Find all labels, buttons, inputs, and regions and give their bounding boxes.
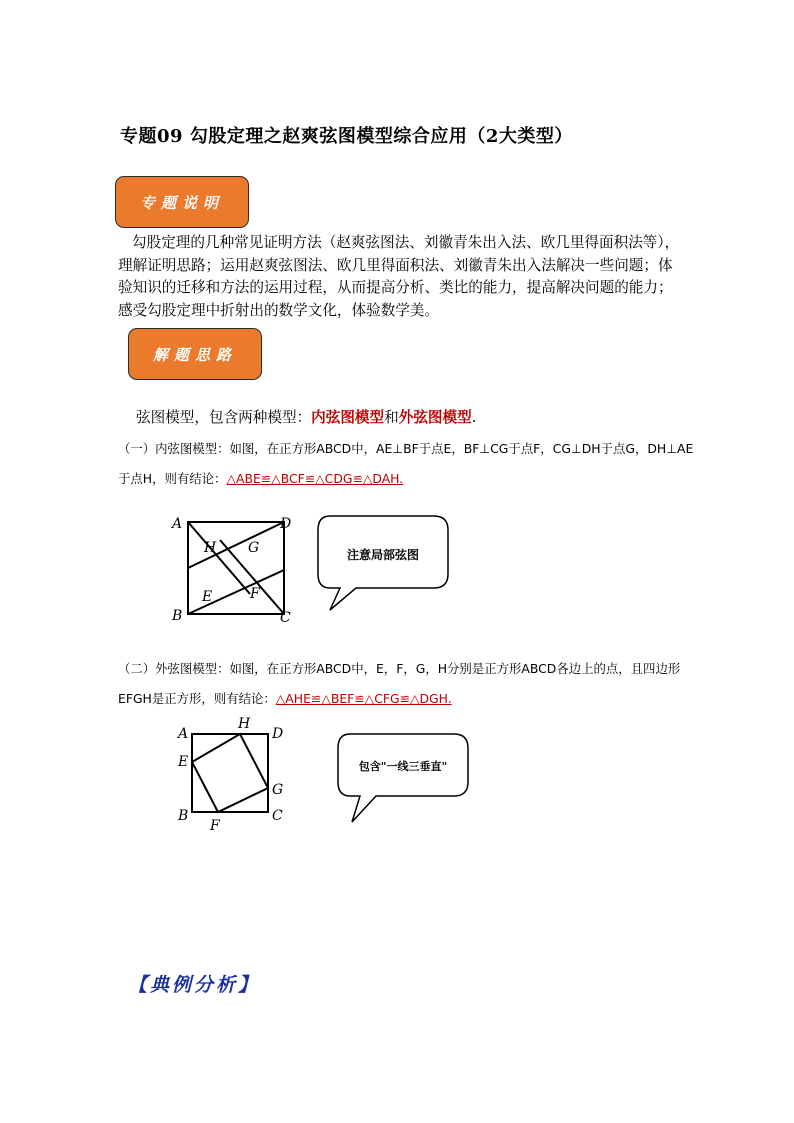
bubble1-text: 注意局部弦图 xyxy=(346,548,419,562)
outer-string-figure xyxy=(176,716,296,834)
inner-model-label: 内弦图模型 xyxy=(311,409,385,426)
tag-method: 解题思路 xyxy=(128,328,262,380)
example-heading: 【典例分析】 xyxy=(128,974,261,996)
square-efgh xyxy=(192,734,268,812)
line-dh xyxy=(188,522,284,568)
square-abcd-outer xyxy=(192,734,268,812)
tag-intro: 专题说明 xyxy=(115,176,249,228)
page-title: 专题09 勾股定理之赵爽弦图模型综合应用（2大类型） xyxy=(120,126,573,147)
fig1-label-h: H xyxy=(204,540,217,556)
intro-paragraph: 勾股定理的几种常见证明方法（赵爽弦图法、刘徽青朱出入法、欧几里得面积法等），理解证明思路；运用赵爽弦图法、欧几里得面积法、刘徽青朱出入法解决一些问题；体验知识的迁移和方法的运用过程，从而提高分析、类比的能力，提高解决问题的能力；感受勾股定理中折射出的数学文化，体验数学美。 xyxy=(118,234,680,319)
fig2-label-e: E xyxy=(178,754,189,770)
section2-conclusion: △AHE≌△BEF≌△CFG≌△DGH. xyxy=(275,691,452,706)
models-mid: 和 xyxy=(384,409,399,426)
fig1-label-d: D xyxy=(280,516,292,532)
section2-text xyxy=(118,654,698,714)
fig1-label-g: G xyxy=(248,540,260,556)
section1-text xyxy=(118,434,698,494)
bubble2-text: 包含"一线三垂直" xyxy=(358,760,448,773)
outer-model-label: 外弦图模型 xyxy=(398,409,472,426)
fig2-label-b: B xyxy=(178,808,189,824)
fig1-label-b: B xyxy=(172,608,183,624)
fig1-label-c: C xyxy=(280,610,291,626)
fig2-label-f: F xyxy=(210,818,220,834)
fig2-label-g: G xyxy=(272,782,284,798)
fig1-label-f: F xyxy=(250,586,260,602)
section2-statement: （二）外弦图模型：如图，在正方形ABCD中，E，F，G，H分别是正方形ABCD各边上的点，且四边形EFGH是正方形，则有结论： xyxy=(118,661,681,706)
fig1-label-e: E xyxy=(202,589,213,605)
models-prefix: 弦图模型，包含两种模型： xyxy=(136,409,312,426)
inner-string-figure xyxy=(168,512,298,627)
section1-conclusion: △ABE≌△BCF≌△CDG≌△DAH. xyxy=(226,471,404,486)
models-line xyxy=(136,406,476,427)
line-ae xyxy=(188,522,250,594)
fig2-label-h: H xyxy=(238,716,251,732)
fig2-label-d: D xyxy=(272,726,284,742)
fig2-label-a: A xyxy=(178,726,189,742)
fig2-label-c: C xyxy=(272,808,283,824)
section1-statement: （一）内弦图模型：如图，在正方形ABCD中，AE⊥BF于点E，BF⊥CG于点F，CG⊥DH于点G，DH⊥AE于点H，则有结论： xyxy=(118,441,694,486)
outer-figure-lines xyxy=(192,734,268,812)
models-suffix: . xyxy=(471,409,477,426)
fig1-label-a: A xyxy=(172,516,183,532)
speech-bubble-1 xyxy=(316,514,452,614)
speech-bubble-2 xyxy=(336,732,472,824)
